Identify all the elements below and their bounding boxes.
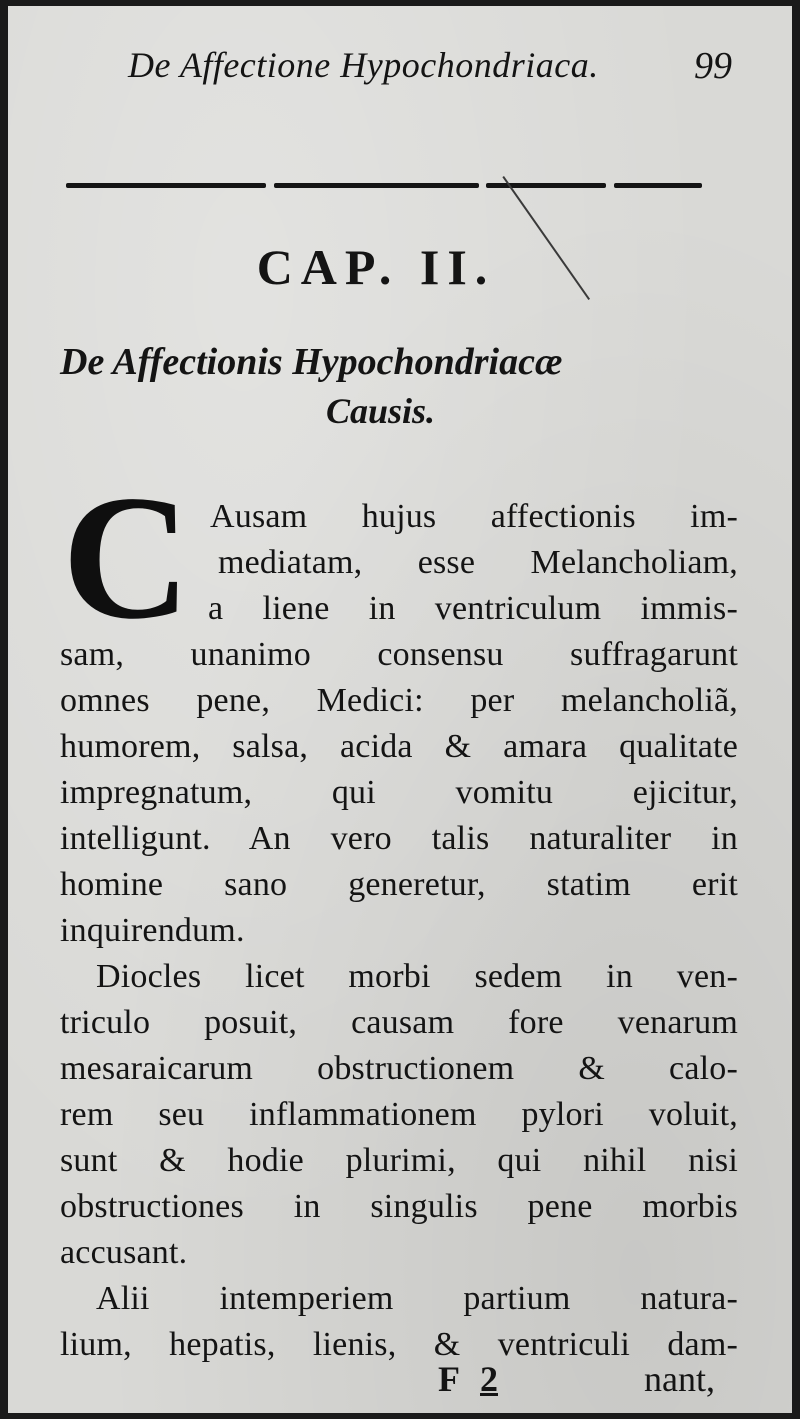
body-line-3: a liene in ventriculum immis- bbox=[208, 590, 738, 627]
chapter-title-line-1: De Affectionis Hypochondriacæ bbox=[60, 341, 563, 383]
body-line-8: intelligunt. An vero talis naturaliter in bbox=[60, 820, 738, 857]
drop-cap: C bbox=[62, 458, 191, 656]
body-line-13: mesaraicarum obstructionem & calo- bbox=[60, 1050, 738, 1087]
body-line-10: inquirendum. bbox=[60, 912, 245, 949]
body-line-7: impregnatum, qui vomitu ejicitur, bbox=[60, 774, 738, 811]
body-line-12: triculo posuit, causam fore venarum bbox=[60, 1004, 738, 1041]
signature-mark bbox=[438, 1358, 498, 1400]
chapter-number: CAP. II. bbox=[256, 239, 496, 295]
body-line-16: obstructiones in singulis pene morbis bbox=[60, 1188, 738, 1225]
body-line-19: lium, hepatis, lienis, & ventriculi dam- bbox=[60, 1326, 738, 1363]
body-line-17: accusant. bbox=[60, 1234, 188, 1271]
rule-segment bbox=[614, 183, 702, 188]
ornamental-rule bbox=[66, 180, 702, 190]
body-line-9: homine sano generetur, statim erit bbox=[60, 866, 738, 903]
rule-segment bbox=[274, 183, 479, 188]
body-line-4: sam, unanimo consensu suffragarunt bbox=[60, 636, 738, 673]
body-line-1: Ausam hujus affectionis im- bbox=[210, 498, 738, 535]
book-page bbox=[8, 6, 792, 1413]
body-line-11: Diocles licet morbi sedem in ven- bbox=[96, 958, 738, 995]
body-line-18: Alii intemperiem partium natura- bbox=[96, 1280, 738, 1317]
chapter-title-line-2: Causis. bbox=[326, 391, 436, 431]
running-title: De Affectione Hypochondriaca. bbox=[128, 45, 599, 85]
body-line-14: rem seu inflammationem pylori voluit, bbox=[60, 1096, 738, 1133]
signature-number: 2 bbox=[480, 1359, 498, 1399]
body-line-6: humorem, salsa, acida & amara qualitate bbox=[60, 728, 738, 765]
signature-letter: F bbox=[438, 1359, 460, 1399]
catchword: nant, bbox=[644, 1359, 715, 1399]
body-line-2: mediatam, esse Melancholiam, bbox=[218, 544, 738, 581]
page-number: 99 bbox=[694, 45, 732, 87]
body-line-5: omnes pene, Medici: per melancholiã, bbox=[60, 682, 738, 719]
body-line-15: sunt & hodie plurimi, qui nihil nisi bbox=[60, 1142, 738, 1179]
rule-segment bbox=[66, 183, 266, 188]
rule-segment bbox=[486, 183, 606, 188]
